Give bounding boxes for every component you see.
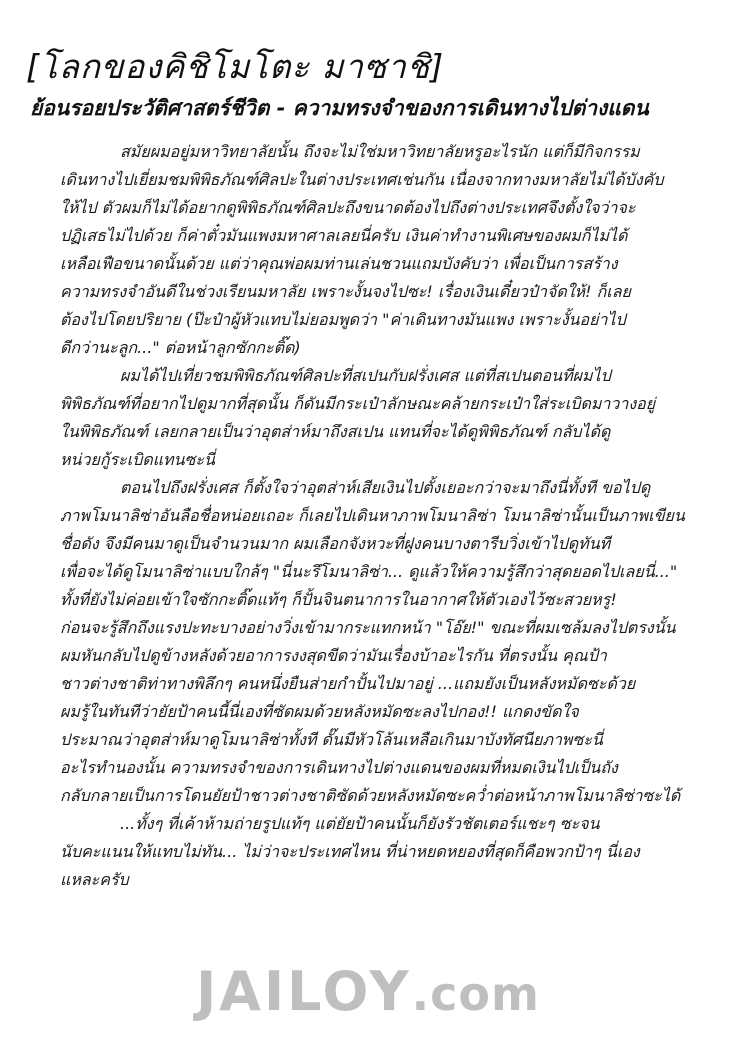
article-body: [60, 138, 705, 894]
text-line: กลับกลายเป็นการโดนยัยป้าชาวต่างชาติซัดด้วยหลังหมัดซะคว่ำต่อหน้าภาพโมนาลิซ่าซะได้: [60, 786, 681, 805]
text-line: ผมรู้ในทันทีว่ายัยป้าคนนี้นี่เองที่ซัดผมด้วยหลังหมัดซะลงไปกอง!! แกดงขัดใจ: [60, 702, 579, 721]
text-line: ตอนไปถึงฝรั่งเศส ก็ตั้งใจว่าอุตส่าห์เสียเงินไปตั้งเยอะกว่าจะมาถึงนี่ทั้งที ขอไปดู: [120, 478, 651, 497]
text-line: นับคะแนนให้แทบไม่ทัน... ไม่ว่าจะประเทศไหน ที่น่าหยดหยองที่สุดก็คือพวกป้าๆ นี่เอง: [60, 842, 640, 861]
text-line: ทั้งที่ยังไม่ค่อยเข้าใจซักกะติ๊ดแท้ๆ ก็ปั้นจินตนาการในอากาศให้ตัวเองไว้ซะสวยหรู!: [60, 590, 617, 609]
watermark-brand: JAILOY: [196, 960, 412, 1023]
text-line: ประมาณว่าอุตส่าห์มาดูโมนาลิซ่าทั้งที ดั๊นมีหัวโล้นเหลือเกินมาบังทัศนียภาพซะนี่: [60, 730, 603, 749]
page-subtitle: ย้อนรอยประวัติศาสตร์ชีวิต - ความทรงจำของการเดินทางไปต่างแดน: [30, 96, 649, 120]
text-line: ดีกว่านะลูก..." ต่อหน้าลูกซักกะติ๊ด): [60, 338, 301, 357]
text-line: ให้ไป ตัวผมก็ไม่ได้อยากดูพิพิธภัณฑ์ศิลปะถึงขนาดต้องไปถึงต่างประเทศจึงตั้งใจว่าจะ: [60, 198, 636, 217]
text-line: ความทรงจำอันดีในช่วงเรียนมหาลัย เพราะงั้นจงไปซะ! เรื่องเงินเดี๋ยวป๋าจัดให้! ก็เลย: [60, 282, 631, 301]
text-line: ผมได้ไปเที่ยวชมพิพิธภัณฑ์ศิลปะที่สเปนกับฝรั่งเศส แต่ที่สเปนตอนที่ผมไป: [120, 366, 611, 385]
text-line: สมัยผมอยู่มหาวิทยาลัยนั้น ถึงจะไม่ใช่มหาวิทยาลัยหรูอะไรนัก แต่ก็มีกิจกรรม: [120, 142, 640, 161]
text-line: ในพิพิธภัณฑ์ เลยกลายเป็นว่าอุตส่าห์มาถึงสเปน แทนที่จะได้ดูพิพิธภัณฑ์ กลับได้ดู: [60, 422, 611, 441]
text-line: ผมหันกลับไปดูข้างหลังด้วยอาการงงสุดขีดว่ามันเรื่องบ้าอะไรกัน ที่ตรงนั้น คุณป้า: [60, 646, 607, 665]
text-line: หน่วยกู้ระเบิดแทนซะนี่: [60, 450, 215, 469]
site-watermark: [0, 960, 736, 1023]
page-title: [โลกของคิชิโมโตะ มาซาชิ]: [26, 47, 445, 86]
text-line: ...ทั้งๆ ที่เค้าห้ามถ่ายรูปแท้ๆ แต่ยัยป้าคนนั้นก็ยังรัวชัตเตอร์แชะๆ ซะจน: [120, 814, 600, 833]
text-line: แหละครับ: [60, 870, 129, 889]
watermark-suffix: .com: [411, 967, 540, 1021]
text-line: พิพิธภัณฑ์ที่อยากไปดูมากที่สุดนั้น ก็ดันมีกระเป๋าลักษณะคล้ายกระเป๋าใส่ระเบิดมาวางอยู่: [60, 394, 656, 413]
text-line: เดินทางไปเยี่ยมชมพิพิธภัณฑ์ศิลปะในต่างประเทศเช่นกัน เนื่องจากทางมหาลัยไม่ได้บังคับ: [60, 170, 664, 189]
text-line: เพื่อจะได้ดูโมนาลิซ่าแบบใกล้ๆ "นี่นะรึโมนาลิซ่า... ดูแล้วให้ความรู้สึกว่าสุดยอดไปเลยนี่...": [60, 562, 678, 581]
text-line: ชาวต่างชาติท่าทางพิลึกๆ คนหนึ่งยืนส่ายกำปั้นไปมาอยู่ ...แถมยังเป็นหลังหมัดซะด้วย: [60, 674, 636, 693]
text-line: ชื่อดัง จึงมีคนมาดูเป็นจำนวนมาก ผมเลือกจังหวะที่ฝูงคนบางตารีบวิ่งเข้าไปดูทันที: [60, 534, 611, 553]
text-line: อะไรทำนองนั้น ความทรงจำของการเดินทางไปต่างแดนของผมที่หมดเงินไปเป็นถัง: [60, 758, 618, 777]
paragraph-2: [60, 362, 705, 474]
paragraph-3: [60, 474, 705, 810]
paragraph-1: [60, 138, 705, 362]
text-line: ภาพโมนาลิซ่าอันลือชื่อหน่อยเถอะ ก็เลยไปเดินหาภาพโมนาลิซ่า โมนาลิซ่านั้นเป็นภาพเขียน: [60, 506, 685, 525]
text-line: เหลือเฟือขนาดนั้นด้วย แต่ว่าคุณพ่อผมท่านเล่นชวนแถมบังคับว่า เพื่อเป็นการสร้าง: [60, 254, 618, 273]
paragraph-4: [60, 810, 705, 894]
text-line: ต้องไปโดยปริยาย (ป๊ะป๋าผู้หัวแทบไม่ยอมพูดว่า "ค่าเดินทางมันแพง เพราะงั้นอย่าไป: [60, 310, 626, 329]
text-line: ก่อนจะรู้สึกถึงแรงปะทะบางอย่างวิ่งเข้ามากระแทกหน้า "โอ๊ย!" ขณะที่ผมเซล้มลงไปตรงนั้น: [60, 618, 676, 637]
text-line: ปฏิเสธไม่ไปด้วย ก็ค่าตั๋วมันแพงมหาศาลเลยนี่ครับ เงินค่าทำงานพิเศษของผมก็ไม่ได้: [60, 226, 628, 245]
